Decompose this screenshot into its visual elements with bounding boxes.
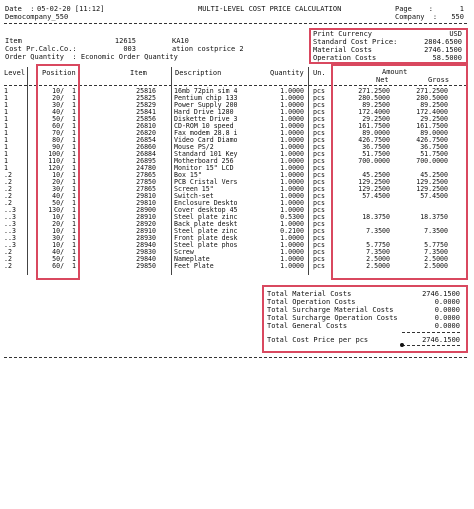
cell-gross: 89.0000 <box>420 129 448 137</box>
cell-position: 10/ 1 <box>52 87 76 95</box>
cell-quantity: 1.0000 <box>280 122 304 130</box>
cell-description: Steel plate phos <box>174 241 238 249</box>
cell-net: 129.2500 <box>358 185 390 193</box>
cell-description: Screw <box>174 248 194 256</box>
amount-highlight-box <box>331 64 468 280</box>
cell-description: Box 15" <box>174 171 202 179</box>
cell-item: 26860 <box>136 143 156 151</box>
cell-net: 51.7500 <box>362 150 390 158</box>
cell-level: .2 <box>4 248 12 256</box>
cell-quantity: 1.0000 <box>280 206 304 214</box>
cell-unit: pcs <box>313 185 325 193</box>
cell-quantity: 1.0000 <box>280 178 304 186</box>
cell-description: Monitor 15" LCD <box>174 164 234 172</box>
cell-quantity: 1.0000 <box>280 136 304 144</box>
cell-description: Steel plate zinc <box>174 213 238 221</box>
cell-net: 18.3750 <box>362 213 390 221</box>
cell-position: 40/ 1 <box>52 108 76 116</box>
cell-net: 7.3500 <box>366 248 390 256</box>
operation-costs-value: 58.5000 <box>432 54 462 62</box>
col-description: Description <box>175 69 222 77</box>
cell-description: 16mb 72pin sim 4 <box>174 87 238 95</box>
cell-unit: pcs <box>313 213 325 221</box>
cell-unit: pcs <box>313 192 325 200</box>
cell-position: 60/ 1 <box>52 262 76 270</box>
cell-gross: 45.2500 <box>420 171 448 179</box>
col-unit: Un. <box>313 69 326 77</box>
col-item: Item <box>130 69 147 77</box>
cell-position: 30/ 1 <box>52 185 76 193</box>
cell-item: 26820 <box>136 129 156 137</box>
cell-item: 25841 <box>136 108 156 116</box>
cell-level: 1 <box>4 143 8 151</box>
cell-description: Hard Drive 1280 <box>174 108 234 116</box>
standard-cost-label: Standard Cost Price: <box>313 38 398 46</box>
cell-unit: pcs <box>313 164 325 172</box>
material-costs-label: Material Costs <box>313 46 373 54</box>
total-surcharge-material-value: 0.0000 <box>434 306 460 314</box>
calc-label: Cost Pr.Calc.Co.: <box>5 45 77 53</box>
cell-gross: 36.7500 <box>420 143 448 151</box>
total-surcharge-material-label: Total Surcharge Material Costs <box>267 306 394 314</box>
cell-unit: pcs <box>313 248 325 256</box>
cell-unit: pcs <box>313 234 325 242</box>
cell-quantity: 1.0000 <box>280 94 304 102</box>
cell-item: 29830 <box>136 248 156 256</box>
cell-quantity: 1.0000 <box>280 185 304 193</box>
cell-description: Nameplate <box>174 255 210 263</box>
cell-position: 30/ 1 <box>52 234 76 242</box>
cell-quantity: 1.0000 <box>280 115 304 123</box>
cell-item: 26810 <box>136 122 156 130</box>
cell-unit: pcs <box>313 122 325 130</box>
cell-level: 1 <box>4 164 8 172</box>
calc-description: ation costprice 2 <box>172 45 244 53</box>
cell-quantity: 1.0000 <box>280 157 304 165</box>
cell-level: .2 <box>4 185 12 193</box>
cell-position: 70/ 1 <box>52 129 76 137</box>
cell-unit: pcs <box>313 178 325 186</box>
cell-level: ..3 <box>4 220 16 228</box>
cell-description: Video Card Diamo <box>174 136 238 144</box>
cell-level: ..3 <box>4 227 16 235</box>
cell-quantity: 1.0000 <box>280 199 304 207</box>
cell-description: CD-ROM 10 speed <box>174 122 234 130</box>
cell-item: 25816 <box>136 87 156 95</box>
cell-item: 27865 <box>136 185 156 193</box>
cell-gross: 57.4500 <box>420 192 448 200</box>
cell-unit: pcs <box>313 136 325 144</box>
order-quantity-label: Order Quantity : Economic Order Quantity <box>5 53 178 61</box>
cell-unit: pcs <box>313 108 325 116</box>
cell-gross: 172.4000 <box>416 108 448 116</box>
cell-unit: pcs <box>313 94 325 102</box>
cell-level: 1 <box>4 108 8 116</box>
material-costs-value: 2746.1500 <box>424 46 462 54</box>
cell-net: 129.2500 <box>358 178 390 186</box>
cell-description: Standard 101 Key <box>174 150 238 158</box>
col-gross: Gross <box>428 76 450 84</box>
col-amount: Amount <box>382 68 408 76</box>
header-rule <box>4 23 467 24</box>
cell-quantity: 0.2100 <box>280 227 304 235</box>
cell-quantity: 1.0000 <box>280 234 304 242</box>
total-general-value: 0.0000 <box>434 322 460 330</box>
total-operation-label: Total Operation Costs <box>267 298 356 306</box>
cell-item: 25829 <box>136 101 156 109</box>
cell-level: 1 <box>4 122 8 130</box>
cell-net: 7.3500 <box>366 227 390 235</box>
cell-level: 1 <box>4 136 8 144</box>
cell-item: 25856 <box>136 115 156 123</box>
cell-position: 100/ 1 <box>48 150 76 158</box>
cell-net: 426.7500 <box>358 136 390 144</box>
cell-gross: 280.5000 <box>416 94 448 102</box>
print-currency-label: Print Currency <box>313 30 373 38</box>
cell-position: 20/ 1 <box>52 94 76 102</box>
total-operation-value: 0.0000 <box>434 298 460 306</box>
cell-item: 29810 <box>136 192 156 200</box>
print-currency-value: USD <box>449 30 462 38</box>
cell-position: 40/ 1 <box>52 248 76 256</box>
cell-position: 60/ 1 <box>52 122 76 130</box>
cell-quantity: 1.0000 <box>280 241 304 249</box>
total-material-value: 2746.1500 <box>422 290 460 298</box>
cell-level: 1 <box>4 87 8 95</box>
cell-description: Switch-set <box>174 192 214 200</box>
cell-position: 50/ 1 <box>52 199 76 207</box>
cell-position: 130/ 1 <box>48 206 76 214</box>
cell-item: 29810 <box>136 199 156 207</box>
cell-level: ..3 <box>4 241 16 249</box>
cell-position: 10/ 1 <box>52 213 76 221</box>
cell-gross: 51.7500 <box>420 150 448 158</box>
cell-quantity: 1.0000 <box>280 150 304 158</box>
cell-unit: pcs <box>313 150 325 158</box>
cell-item: 27865 <box>136 171 156 179</box>
cell-net: 45.2500 <box>362 171 390 179</box>
cell-unit: pcs <box>313 101 325 109</box>
cell-level: .2 <box>4 262 12 270</box>
cell-item: 26854 <box>136 136 156 144</box>
cell-item: 27850 <box>136 178 156 186</box>
cell-net: 57.4500 <box>362 192 390 200</box>
cell-item: 29840 <box>136 255 156 263</box>
date-label: Date : <box>5 5 35 13</box>
cell-gross: 426.7500 <box>416 136 448 144</box>
cell-position: 80/ 1 <box>52 136 76 144</box>
cell-unit: pcs <box>313 206 325 214</box>
cell-quantity: 1.0000 <box>280 108 304 116</box>
cell-item: 26895 <box>136 157 156 165</box>
cell-net: 29.2500 <box>362 115 390 123</box>
cell-unit: pcs <box>313 171 325 179</box>
cell-net: 2.5000 <box>366 262 390 270</box>
cell-level: 1 <box>4 94 8 102</box>
cell-quantity: 1.0000 <box>280 87 304 95</box>
cell-gross: 29.2500 <box>420 115 448 123</box>
cell-level: 1 <box>4 150 8 158</box>
total-cost-price-label: Total Cost Price per pcs <box>267 336 369 344</box>
cell-quantity: 1.0000 <box>280 248 304 256</box>
cell-gross: 89.2500 <box>420 101 448 109</box>
cell-item: 28900 <box>136 206 156 214</box>
cell-quantity: 1.0000 <box>280 143 304 151</box>
cell-position: 30/ 1 <box>52 101 76 109</box>
summary-highlight-box <box>309 28 468 64</box>
cell-level: .2 <box>4 255 12 263</box>
cell-level: .2 <box>4 178 12 186</box>
total-surcharge-operation-label: Total Surcharge Operation Costs <box>267 314 398 322</box>
cell-level: .2 <box>4 192 12 200</box>
cell-item: 28910 <box>136 213 156 221</box>
col-net: Net <box>376 76 389 84</box>
cell-item: 29850 <box>136 262 156 270</box>
cell-net: 36.7500 <box>362 143 390 151</box>
page-number: 1 <box>459 5 464 13</box>
cell-net: 700.0000 <box>358 157 390 165</box>
cell-level: 1 <box>4 129 8 137</box>
cell-unit: pcs <box>313 220 325 228</box>
cell-net: 172.4000 <box>358 108 390 116</box>
cell-gross: 5.7750 <box>424 241 448 249</box>
cell-description: Feet Plate <box>174 262 214 270</box>
cell-item: 25825 <box>136 94 156 102</box>
cell-description: Diskette Drive 3 <box>174 115 238 123</box>
cell-description: Enclosure Deskto <box>174 199 238 207</box>
cell-description: Cover desktop 45 <box>174 206 238 214</box>
cell-position: 40/ 1 <box>52 192 76 200</box>
operation-costs-label: Operation Costs <box>313 54 377 62</box>
cell-description: Back plate deskt <box>174 220 238 228</box>
cell-description: Fax modem 28.8 i <box>174 129 238 137</box>
cell-unit: pcs <box>313 143 325 151</box>
cell-position: 50/ 1 <box>52 255 76 263</box>
cell-description: Power Supply 200 <box>174 101 238 109</box>
cell-position: 20/ 1 <box>52 220 76 228</box>
cell-net: 161.7500 <box>358 122 390 130</box>
cell-net: 2.5000 <box>366 255 390 263</box>
cell-description: Mouse PS/2 <box>174 143 214 151</box>
col-quantity: Quantity <box>270 69 304 77</box>
cell-quantity: 1.0000 <box>280 101 304 109</box>
total-surcharge-operation-value: 0.0000 <box>434 314 460 322</box>
cell-quantity: 1.0000 <box>280 164 304 172</box>
cell-level: ..3 <box>4 206 16 214</box>
standard-cost-value: 2804.6500 <box>424 38 462 46</box>
cell-description: Screen 15" <box>174 185 214 193</box>
cell-net: 280.5000 <box>358 94 390 102</box>
cell-position: 110/ 1 <box>48 157 76 165</box>
col-position: Position <box>42 69 76 77</box>
cell-unit: pcs <box>313 157 325 165</box>
cell-unit: pcs <box>313 87 325 95</box>
cell-gross: 7.3500 <box>424 227 448 235</box>
cell-level: 1 <box>4 115 8 123</box>
cell-gross: 700.0000 <box>416 157 448 165</box>
cell-description: Motherboard 256 <box>174 157 234 165</box>
cell-level: .2 <box>4 199 12 207</box>
cell-unit: pcs <box>313 241 325 249</box>
cell-item: 28940 <box>136 241 156 249</box>
cell-unit: pcs <box>313 115 325 123</box>
calc-value: 003 <box>123 45 136 53</box>
col-level: Level <box>4 69 26 77</box>
item-value: 12615 <box>114 37 136 45</box>
cell-description: Steel plate zinc <box>174 227 238 235</box>
cell-unit: pcs <box>313 199 325 207</box>
cell-level: 1 <box>4 101 8 109</box>
company-number: 550 <box>451 13 464 21</box>
company-label: Company : <box>395 13 438 21</box>
cell-quantity: 0.5300 <box>280 213 304 221</box>
cell-net: 89.2500 <box>362 101 390 109</box>
page-label: Page : <box>395 5 433 13</box>
cell-position: 90/ 1 <box>52 143 76 151</box>
date-value: 05-02-20 [11:12] <box>37 5 105 13</box>
cell-gross: 2.5000 <box>424 262 448 270</box>
cell-quantity: 1.0000 <box>280 255 304 263</box>
position-highlight-box <box>36 64 80 280</box>
cell-item: 28930 <box>136 234 156 242</box>
cell-net: 89.0000 <box>362 129 390 137</box>
cell-gross: 2.5000 <box>424 255 448 263</box>
total-cost-price-value: 2746.1500 <box>422 336 460 344</box>
cell-level: 1 <box>4 157 8 165</box>
cell-item: 24780 <box>136 164 156 172</box>
cell-gross: 129.2500 <box>416 185 448 193</box>
item-code: KA10 <box>172 37 189 45</box>
cell-level: .2 <box>4 171 12 179</box>
cell-quantity: 1.0000 <box>280 262 304 270</box>
company-name: Democompany_550 <box>5 13 69 21</box>
item-label: Item <box>5 37 22 45</box>
cell-unit: pcs <box>313 227 325 235</box>
total-material-label: Total Material Costs <box>267 290 352 298</box>
cell-unit: pcs <box>313 255 325 263</box>
cell-unit: pcs <box>313 262 325 270</box>
cell-gross: 18.3750 <box>420 213 448 221</box>
totals-highlight-box <box>262 285 468 353</box>
cell-quantity: 1.0000 <box>280 171 304 179</box>
cell-gross: 129.2500 <box>416 178 448 186</box>
cell-net: 5.7750 <box>366 241 390 249</box>
cell-position: 20/ 1 <box>52 178 76 186</box>
cell-item: 28910 <box>136 227 156 235</box>
cell-gross: 271.2500 <box>416 87 448 95</box>
cell-level: ..3 <box>4 234 16 242</box>
cell-position: 10/ 1 <box>52 227 76 235</box>
cell-position: 120/ 1 <box>48 164 76 172</box>
cell-quantity: 1.0000 <box>280 220 304 228</box>
cell-item: 26884 <box>136 150 156 158</box>
cell-position: 10/ 1 <box>52 171 76 179</box>
report-title: MULTI-LEVEL COST PRICE CALCULATION <box>198 5 342 13</box>
cell-position: 50/ 1 <box>52 115 76 123</box>
cell-unit: pcs <box>313 129 325 137</box>
cell-quantity: 1.0000 <box>280 192 304 200</box>
total-general-label: Total General Costs <box>267 322 348 330</box>
cell-gross: 7.3500 <box>424 248 448 256</box>
cell-description: Front plate desk <box>174 234 238 242</box>
cell-level: ..3 <box>4 213 16 221</box>
cell-description: Pentium chip 133 <box>174 94 238 102</box>
cell-net: 271.2500 <box>358 87 390 95</box>
cell-description: PCB Cristal Vers <box>174 178 238 186</box>
cell-position: 10/ 1 <box>52 241 76 249</box>
footer-rule <box>4 357 467 358</box>
cell-gross: 161.7500 <box>416 122 448 130</box>
cell-quantity: 1.0000 <box>280 129 304 137</box>
cell-item: 28920 <box>136 220 156 228</box>
